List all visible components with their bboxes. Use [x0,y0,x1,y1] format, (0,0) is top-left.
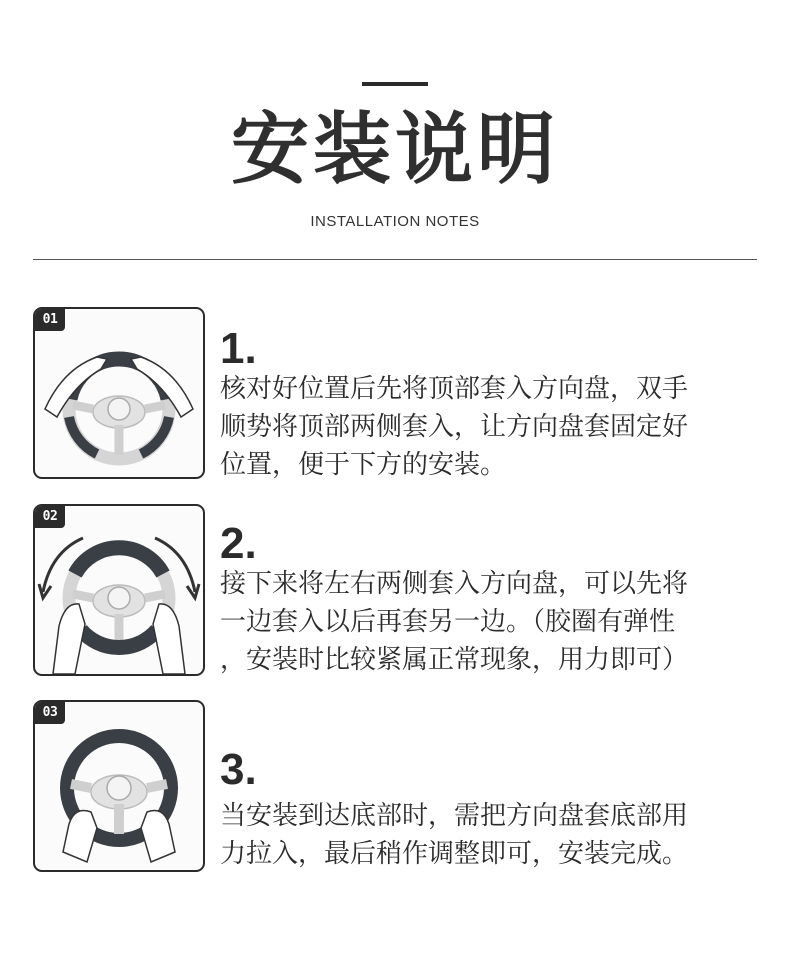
steering-wheel-bottom-icon [35,702,203,870]
step-1-illustration [33,307,205,479]
step-3-badge: 03 [35,702,65,724]
step-2 [33,504,757,674]
step-1-badge: 01 [35,309,65,331]
steering-wheel-top-icon [35,309,203,477]
step-2-badge: 02 [35,506,65,528]
step-2-text: 接下来将左右两侧套入方向盘，可以先将 一边套入以后再套另一边。（胶圈有弹性 ，安装时比较紧属正常现象，用力即可） [220,569,689,675]
page-subtitle: INSTALLATION NOTES [310,213,480,230]
page-title: 安装说明 [230,105,559,195]
step-2-illustration [33,504,205,676]
step-2-number: 2. [220,519,257,568]
step-1 [33,307,757,480]
step-1-number: 1. [220,324,257,373]
step-1-text: 核对好位置后先将顶部套入方向盘，双手 顺势将顶部两侧套入，让方向盘套固定好 位置，便于下方的安装。 [220,374,689,480]
step-3-number: 3. [220,745,257,794]
header-divider [33,259,757,260]
steering-wheel-sides-icon [35,506,203,674]
step-3 [33,700,757,870]
header-accent-bar [362,82,428,86]
step-3-text: 当安装到达底部时，需把方向盘套底部用 力拉入，最后稍作调整即可，安装完成。 [220,801,689,869]
step-3-illustration [33,700,205,872]
